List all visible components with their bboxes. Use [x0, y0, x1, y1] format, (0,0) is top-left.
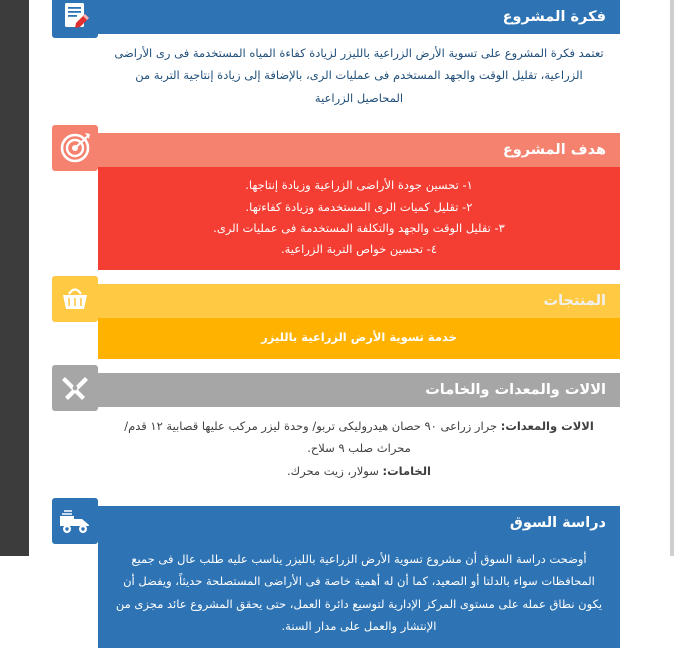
tools-icon	[52, 365, 98, 411]
left-gutter	[0, 0, 29, 556]
document-edit-icon	[52, 0, 98, 38]
paragraph: ٣- تقليل الوقت والجهد والتكلفة المستخدمة فى عمليات الرى.	[213, 220, 505, 235]
section-title: الالات والمعدات والخامات	[425, 381, 606, 398]
section-body-project-idea	[98, 34, 620, 119]
paragraph: ٤- تحسين خواص التربة الزراعية.	[280, 242, 438, 257]
section-title: هدف المشروع	[502, 142, 606, 159]
section-title: دراسة السوق	[509, 514, 606, 531]
right-scrollbar-track[interactable]	[670, 0, 674, 556]
target-icon	[52, 125, 98, 171]
section-project-idea	[41, 0, 662, 119]
paragraph: ٢- تقليل كميات الرى المستخدمة وزيادة كفاءتها.	[245, 199, 473, 214]
section-header-equipment	[98, 373, 620, 407]
basket-icon	[52, 276, 98, 322]
materials-label: الخامات:	[382, 463, 431, 478]
section-title: المنتجات	[543, 293, 606, 310]
paragraph: تعتمد فكرة المشروع على تسوية الأرض الزراعية بالليزر لزيادة كفاءة المياه المستخدمة فى رى الأراضى الزراعية، تقليل الوقت والجهد المستخدم فى عمليات الرى، بالإضافة إلى زيادة إنتاجية التربة من المحاصيل الزراعية	[114, 46, 604, 105]
section-market-study	[41, 506, 662, 648]
section-body-market-study	[98, 540, 620, 648]
equipment-value: جرار زراعى ٩٠ حصان هيدروليكى تربو/ وحدة ليزر مركب عليها قصابية ١٢ قدم/ محراث صلب ٩ سلاح.	[124, 418, 498, 456]
section-products	[41, 284, 662, 358]
section-header-market-study	[98, 506, 620, 540]
section-equipment-and-materials	[41, 373, 662, 492]
section-header-project-idea	[98, 0, 620, 34]
materials-line	[114, 460, 604, 482]
materials-value: سولار، زيت محرك.	[287, 463, 379, 478]
section-title: فكرة المشروع	[502, 8, 606, 25]
section-body-project-goal	[98, 167, 620, 270]
section-header-products	[98, 284, 620, 318]
section-body-equipment	[98, 407, 620, 492]
section-header-project-goal	[98, 133, 620, 167]
equipment-line	[114, 415, 604, 460]
paragraph: أوضحت دراسة السوق أن مشروع تسوية الأرض الزراعية بالليزر يناسب عليه طلب عال فى جميع المحافظات سواء بالدلتا أو الصعيد، كما أن له أهمية خاصة فى الأراضى المستصلحة حديثاً، ويفضل أن يكون نطاق عمله على مستوى المركز الإدارية لتوسيع دائرة العمل، حتى يحقق المشروع عائد مجزى من الإنتشار والعمل على مدار السنة.	[115, 552, 603, 634]
document-content	[29, 0, 670, 634]
truck-icon	[52, 498, 98, 544]
paragraph: ١- تحسين جودة الأراضى الزراعية وزيادة إنتاجها.	[245, 178, 473, 193]
equipment-label: الالات والمعدات:	[500, 418, 594, 433]
paragraph: خدمة تسوية الأرض الزراعية بالليزر	[261, 330, 457, 345]
section-body-products	[98, 318, 620, 358]
section-project-goal	[41, 133, 662, 270]
